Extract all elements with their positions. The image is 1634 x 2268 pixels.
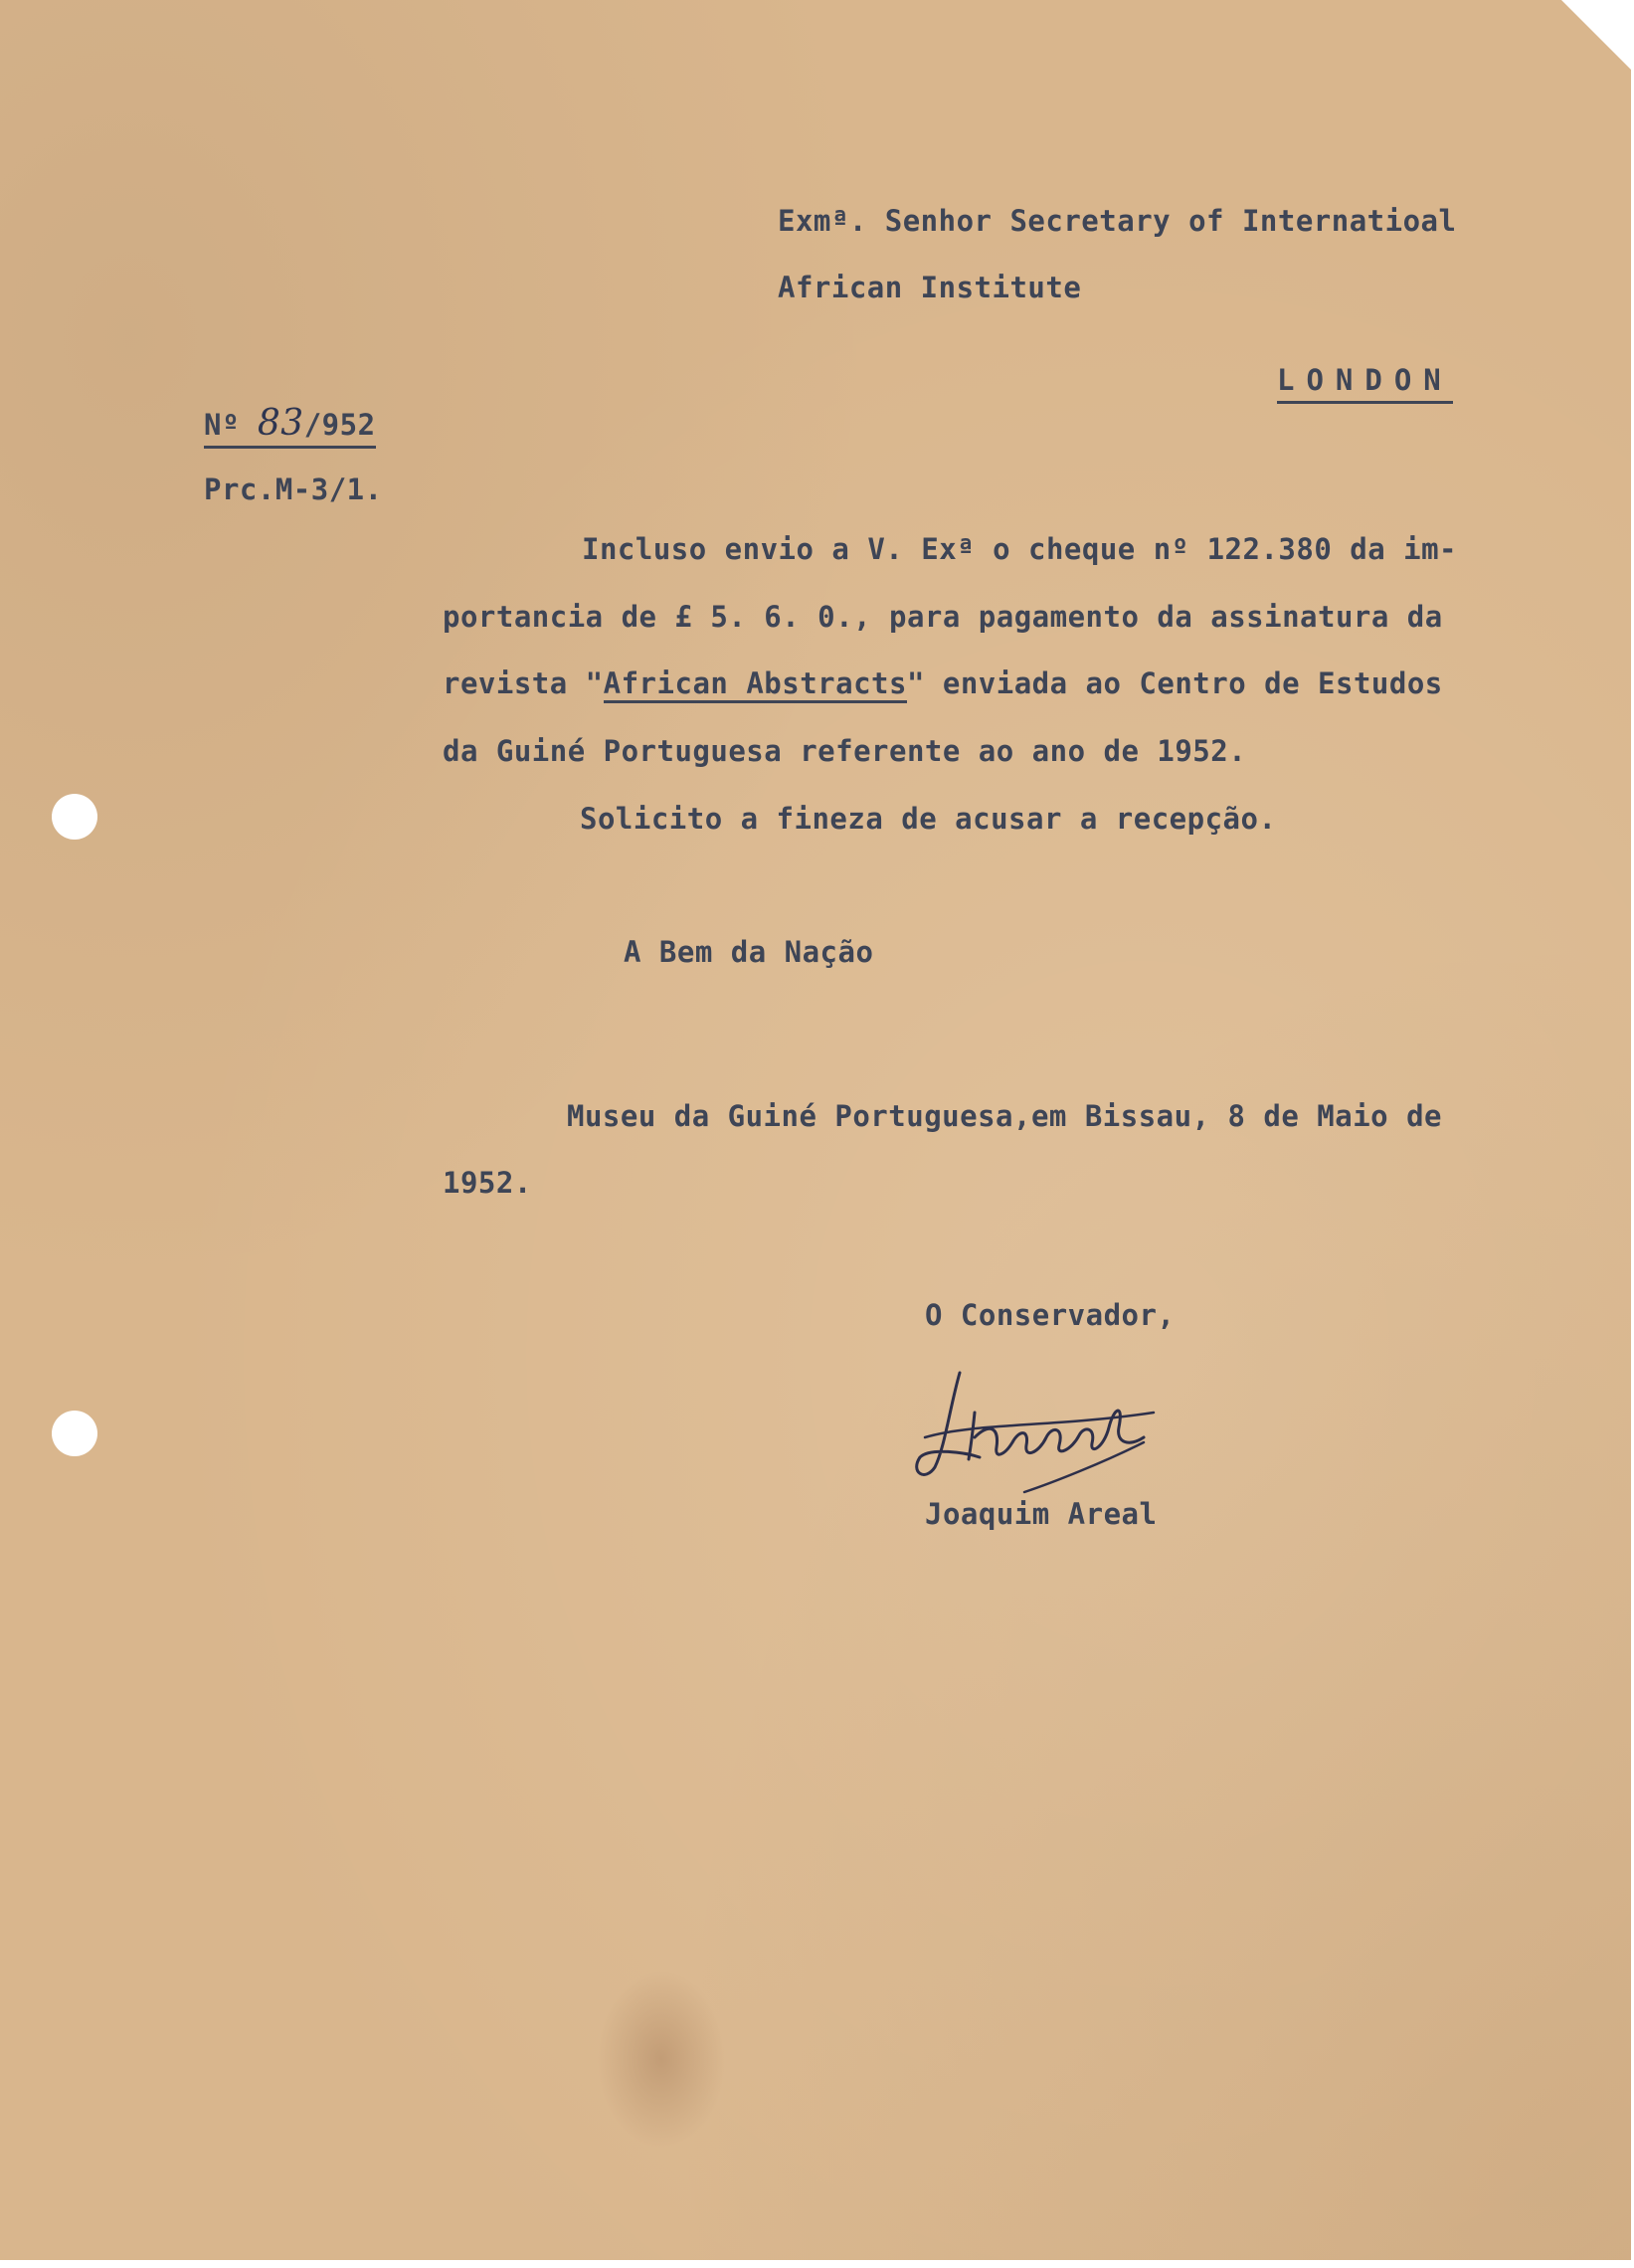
addressee-line-2: African Institute	[778, 271, 1082, 304]
addressee-city: LONDON	[1277, 363, 1453, 404]
body-line-5: Solicito a fineza de acusar a recepção.	[580, 802, 1277, 836]
body-line-1: Incluso envio a V. Exª o cheque nº 122.380 da im-	[582, 532, 1458, 566]
signatory-role: O Conservador,	[925, 1298, 1176, 1332]
place-date-line-2: 1952.	[443, 1166, 532, 1200]
closing-salutation: A Bem da Nação	[624, 935, 874, 969]
reference-suffix: /952	[303, 408, 376, 442]
reference-prefix: Nº	[204, 408, 258, 442]
body-line-4: da Guiné Portuguesa referente ao ano de 1952.	[443, 734, 1247, 768]
addressee-line-1: Exmª. Senhor Secretary of Internatioal	[778, 204, 1457, 238]
signatory-name: Joaquim Areal	[925, 1497, 1158, 1531]
punch-hole-bottom	[52, 1411, 97, 1456]
process-reference: Prc.M-3/1.	[204, 472, 383, 506]
paper-stain	[597, 1970, 726, 2149]
place-date-line-1: Museu da Guiné Portuguesa,em Bissau, 8 de Maio de	[567, 1099, 1443, 1133]
punch-hole-top	[52, 794, 97, 840]
body-line-3-end: " enviada ao Centro de Estudos	[906, 666, 1443, 700]
handwritten-signature	[905, 1368, 1183, 1497]
reference-handwritten-number: 83	[257, 403, 304, 444]
reference-number	[204, 403, 376, 449]
body-line-2: portancia de £ 5. 6. 0., para pagamento da assinatura da	[443, 600, 1443, 634]
torn-corner	[1561, 0, 1631, 70]
body-line-3	[443, 666, 1443, 700]
journal-title: African Abstracts	[604, 666, 907, 703]
body-line-3-start: revista "	[443, 666, 604, 700]
